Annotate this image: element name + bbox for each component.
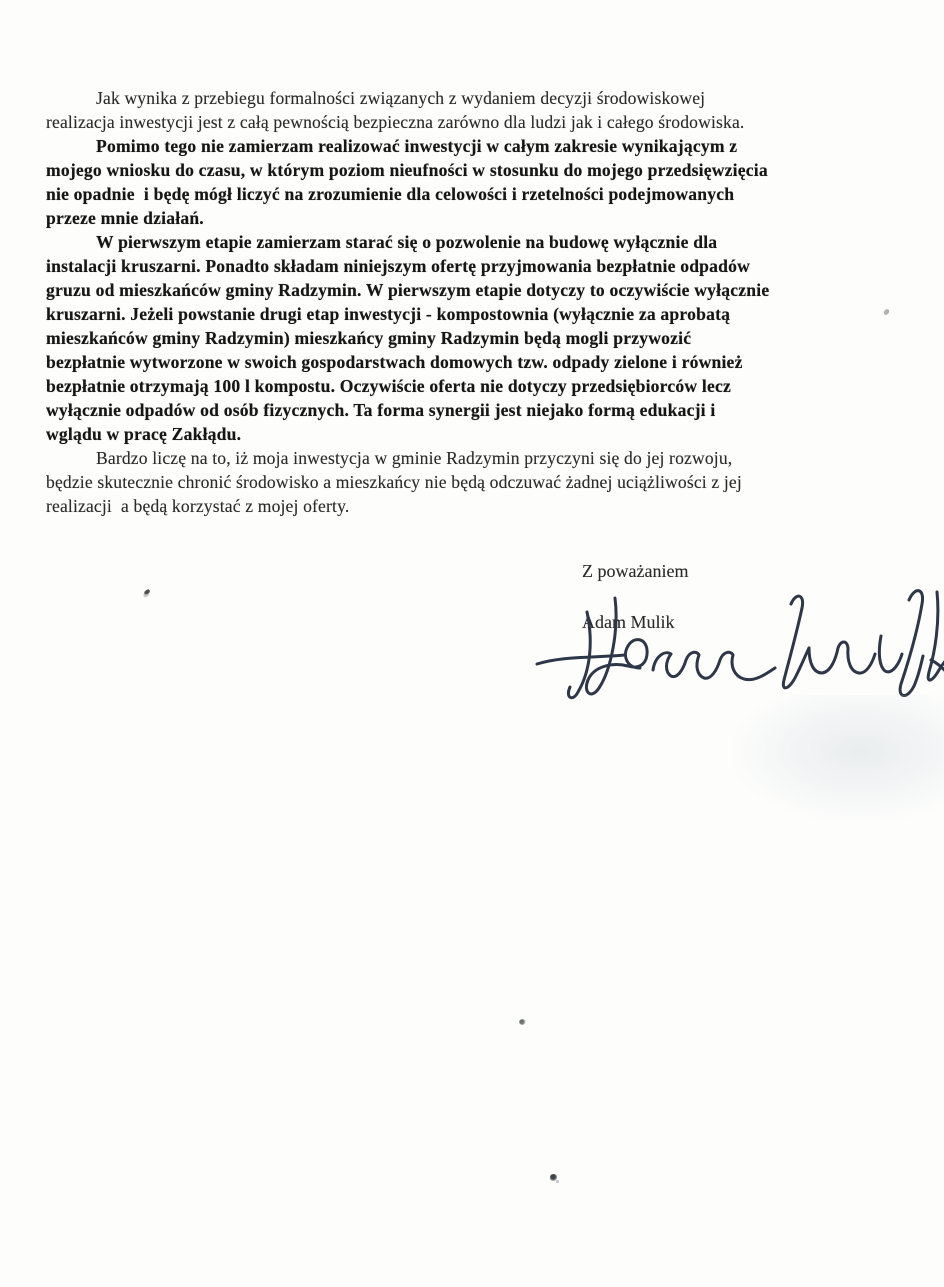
scan-speck	[550, 1174, 557, 1181]
letter-line: W pierwszym etapie zamierzam starać się o pozwolenie na budowę wyłącznie dla	[96, 232, 718, 252]
letter-line: mieszkańców gminy Radzymin) mieszkańcy gminy Radzymin będą mogli przywozić	[46, 328, 692, 348]
letter-line: instalacji kruszarni. Ponadto składam niniejszym ofertę przyjmowania bezpłatnie odpadów	[46, 256, 751, 276]
paragraph-2	[46, 134, 924, 230]
signer-name: Adam Mulik	[582, 612, 675, 632]
letter-line: mojego wniosku do czasu, w którym poziom nieufności w stosunku do mojego przedsięwzięcia	[46, 160, 768, 180]
letter-line: realizacji a będą korzystać z mojej oferty.	[46, 496, 350, 516]
letter-line: wglądu w pracę Zakłądu.	[46, 424, 242, 444]
letter-line: realizacja inwestycji jest z całą pewnością bezpieczna zarówno dla ludzi jak i całego środowiska.	[46, 112, 745, 132]
paragraph-1	[46, 86, 924, 134]
signature-image	[533, 578, 944, 718]
letter-line: bezpłatnie wytworzone w swoich gospodarstwach domowych tzw. odpady zielone i również	[46, 352, 743, 372]
letter-line: nie opadnie i będę mógł liczyć na zrozumienie dla celowości i rzetelności podejmowanych	[46, 184, 735, 204]
letter-line: będzie skutecznie chronić środowisko a mieszkańcy nie będą odczuwać żadnej uciążliwości z jej	[46, 472, 742, 492]
paragraph-3	[46, 230, 924, 446]
closing-text: Z poważaniem	[582, 561, 689, 581]
letter-line: wyłącznie odpadów od osób fizycznych. Ta forma synergii jest niejako formą edukacji i	[46, 400, 716, 420]
letter-line: Pomimo tego nie zamierzam realizować inwestycji w całym zakresie wynikającym z	[96, 136, 738, 156]
letter-line: przeze mnie działań.	[46, 208, 204, 228]
letter-line: gruzu od mieszkańców gminy Radzymin. W pierwszym etapie dotyczy to oczywiście wyłącznie	[46, 280, 770, 300]
letter-line: kruszarni. Jeżeli powstanie drugi etap inwestycji - kompostownia (wyłącznie za aprobatą	[46, 304, 731, 324]
scan-speck	[519, 1019, 526, 1025]
letter-line: Bardzo liczę na to, iż moja inwestycja w gminie Radzymin przyczyni się do jej rozwoju,	[96, 448, 733, 468]
scan-speck	[143, 589, 150, 595]
letter-line: Jak wynika z przebiegu formalności związanych z wydaniem decyzji środowiskowej	[96, 88, 706, 108]
paragraph-4	[46, 446, 924, 518]
letter-body	[46, 86, 924, 518]
letter-line: bezpłatnie otrzymają 100 l kompostu. Oczywiście oferta nie dotyczy przedsiębiorców lecz	[46, 376, 731, 396]
